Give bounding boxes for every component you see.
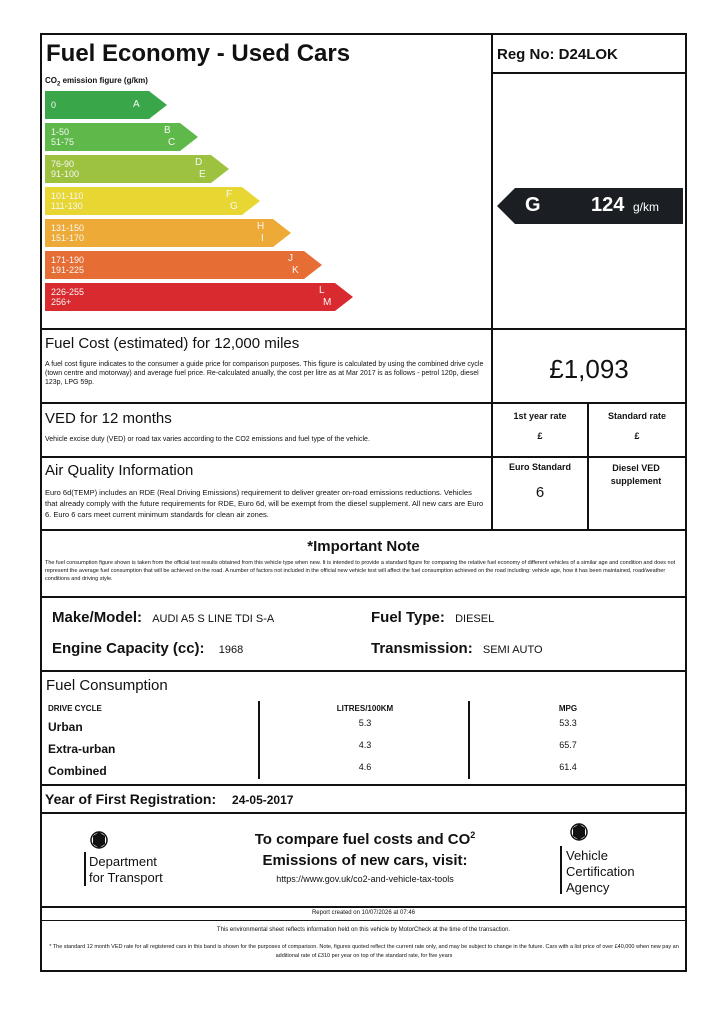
euro-standard-value: 6 [535, 484, 545, 501]
consumption-cycle: Urban [48, 720, 83, 734]
fuel-cost-rule [40, 328, 687, 330]
consumption-cycle: Combined [48, 764, 107, 778]
ved-divider-2 [587, 402, 589, 530]
notes-rule-2 [40, 920, 687, 921]
band-range-2: 191-225 [51, 265, 85, 275]
consumption-litres: 4.3 [358, 740, 372, 750]
band-range-1: 101-110 [51, 191, 84, 201]
co2-band [45, 187, 264, 215]
engine-capacity [52, 640, 243, 657]
important-text: The fuel consumption figure shown is taken from the official test results obtained from this vehicle type when new. It is intended to provide a standard figure for comparing the relative fuel economy of different vehicles of a similar age and condition and does not represent the average fuel consumption that will be achieved on the road. A number of factors not included in the official new vehicle test will affect the fuel consumption achieved on the road including: vehicle age, how it has been maintained, road/weather conditions and driving style. [45, 560, 676, 582]
co2-band-letter: K [292, 265, 299, 276]
consumption-cycle: Extra-urban [48, 742, 116, 756]
important-heading: *Important Note [307, 538, 420, 555]
crest-icon [568, 822, 590, 842]
rating-value: 124 [591, 194, 625, 216]
co2-band-range [51, 127, 74, 147]
fuel-type [371, 609, 494, 626]
ved-standard-label: Standard rate [607, 411, 667, 421]
co2-band-range [51, 287, 84, 307]
band-range-1: 131-150 [51, 223, 85, 233]
transmission [371, 640, 543, 657]
air-quality-heading: Air Quality Information [45, 462, 194, 479]
notes-rule [40, 906, 687, 908]
make-value: AUDI A5 S LINE TDI S-A [152, 613, 275, 625]
environmental-sheet-note: This environmental sheet reflects information held on this vehicle by MotorCheck at the time of the transaction. [216, 927, 511, 933]
header-rule [491, 72, 687, 74]
consumption-heading: Fuel Consumption [46, 677, 168, 694]
compare-line-2: Emissions of new cars, visit: [262, 852, 468, 869]
consumption-litres: 4.6 [358, 762, 372, 772]
ved-first-year-label: 1st year rate [513, 411, 567, 421]
co2-band-letter: C [168, 137, 176, 148]
transmission-value: SEMI AUTO [482, 644, 543, 656]
registration-value: 24-05-2017 [232, 793, 294, 807]
consumption-mpg: 53.3 [559, 718, 577, 728]
consumption-mpg: 65.7 [559, 740, 577, 750]
report-created: Report created on 10/07/2026 at 07:46 [311, 910, 416, 916]
band-range-1: 1-50 [51, 127, 70, 137]
crest-icon [88, 830, 110, 850]
make-model [52, 609, 274, 626]
vehicle-rule [40, 596, 687, 598]
col-mpg: MPG [558, 704, 578, 713]
fuel-cost-heading: Fuel Cost (estimated) for 12,000 miles [45, 335, 300, 352]
euro-standard-label: Euro Standard [508, 462, 571, 472]
co2-band-arrow [45, 91, 171, 119]
reg-value: D24LOK [558, 46, 618, 63]
header-divider [491, 33, 493, 330]
co2-band-letter: B [164, 125, 171, 136]
consumption-rule [40, 670, 687, 672]
important-rule [40, 529, 687, 531]
ved-first-year-value: £ [537, 431, 543, 441]
vca-line-2: Certification [566, 864, 635, 879]
diesel-supplement-label: Diesel VED supplement [610, 463, 662, 486]
co2-band-letter: F [226, 189, 233, 200]
co2-band-arrow [45, 283, 357, 311]
co2-band [45, 155, 233, 183]
ved-description: Vehicle excise duty (VED) or road tax varies according to the CO2 emissions and fuel type of the vehicle. [45, 436, 370, 443]
ved-rule [40, 402, 687, 404]
engine-value: 1968 [218, 644, 244, 656]
fuel-cost-value: £1,093 [549, 354, 629, 384]
co2-band-range [51, 223, 84, 243]
make-label: Make/Model: [52, 609, 143, 626]
band-range-2: 111-130 [51, 201, 83, 211]
co2-band [45, 219, 295, 247]
co2-band [45, 123, 202, 151]
reg-number [497, 46, 618, 63]
vca-logo [560, 822, 670, 898]
dft-line-2: for Transport [89, 870, 163, 885]
co2-band-letter: D [195, 157, 203, 168]
band-range-2: 91-100 [51, 169, 80, 179]
col-litres: LITRES/100KM [336, 704, 394, 713]
co2-band-letter: G [230, 201, 238, 212]
col-drive-cycle: DRIVE CYCLE [48, 704, 102, 713]
co2-band [45, 251, 326, 279]
fuel-type-value: DIESEL [455, 613, 495, 625]
co2-band [45, 91, 171, 119]
co2-band-letter: J [288, 253, 293, 264]
co2-rating-arrow [497, 188, 683, 224]
registration-label: Year of First Registration: [45, 791, 217, 807]
ved-disclaimer: * The standard 12 month VED rate for all registered cars in this band is shown for the purposes of comparison. Note, figures quoted reflect the current rate only, and may be subject to change in the future. Cars with a list price of over £40,000 when new pay an additional rate of £310 per year on top of the standard rate, for five years [49, 944, 679, 959]
co2-band-letter: L [319, 285, 325, 296]
co2-band-arrow [45, 251, 326, 279]
band-range-2: 51-75 [51, 137, 75, 147]
consumption-mpg: 61.4 [559, 762, 577, 772]
vca-logo-bar [560, 846, 562, 894]
co2-band [45, 283, 357, 311]
air-quality-rule [40, 456, 687, 458]
vca-line-1: Vehicle [566, 848, 608, 863]
dft-logo-bar [84, 852, 86, 886]
co2-band-range [51, 191, 83, 211]
engine-label: Engine Capacity (cc): [52, 640, 205, 657]
consumption-litres: 5.3 [358, 718, 372, 728]
reg-label: Reg No: [497, 46, 555, 63]
ved-standard-value: £ [634, 431, 640, 441]
fuel-type-label: Fuel Type: [371, 609, 445, 626]
co2-band-letter: A [133, 99, 140, 110]
co2-band-range [51, 255, 84, 275]
band-range-1: 0 [51, 100, 57, 110]
co2-band-letter: E [199, 169, 206, 180]
consumption-divider-1 [258, 701, 260, 779]
registration-rule [40, 784, 687, 786]
page-title: Fuel Economy - Used Cars [46, 40, 351, 67]
compare-line-1: To compare fuel costs and $CO^2$ [254, 830, 476, 848]
footer-rule [40, 812, 687, 814]
vca-line-3: Agency [566, 880, 610, 895]
compare-url[interactable]: https://www.gov.uk/co2-and-vehicle-tax-tools [276, 874, 454, 884]
dft-line-1: Department [89, 854, 157, 869]
rating-letter: G [525, 194, 541, 216]
dft-logo [84, 830, 184, 888]
co2-label: $CO_2$ emission figure (g/km) [45, 76, 148, 88]
ved-heading: VED for 12 months [45, 410, 172, 427]
transmission-label: Transmission: [371, 640, 473, 657]
first-registration [45, 791, 293, 807]
band-range-1: 226-255 [51, 287, 85, 297]
co2-band-range [51, 159, 79, 179]
band-range-1: 171-190 [51, 255, 85, 265]
co2-band-letter: H [257, 221, 265, 232]
band-range-2: 151-170 [51, 233, 85, 243]
fuel-cost-description: A fuel cost figure indicates to the consumer a guide price for comparison purposes. This figure is calculated by using the combined drive cycle (town centre and motorway) and average fuel price. Re-calculated anually, the cost per litre as at Mar 2017 is as follows - petrol 120p, diesel 123p, LPG 59p. [45, 361, 484, 386]
band-range-2: 256+ [51, 297, 72, 307]
co2-band-range [51, 100, 56, 110]
air-quality-description: Euro 6d(TEMP) includes an RDE (Real Driving Emissions) requirement to deliver greater on-road emissions reductions. Vehicles that already comply with the future requirements for RDE, Euro 6d, will be exempt from the diesel supplement. All new cars are Euro 6. Euro 6 cars meet current minimum standards for clean air zones. [45, 488, 484, 519]
co2-band-letter: I [261, 233, 264, 244]
co2-band-letter: M [323, 297, 332, 308]
band-range-1: 76-90 [51, 159, 75, 169]
rating-unit: g/km [633, 200, 660, 214]
